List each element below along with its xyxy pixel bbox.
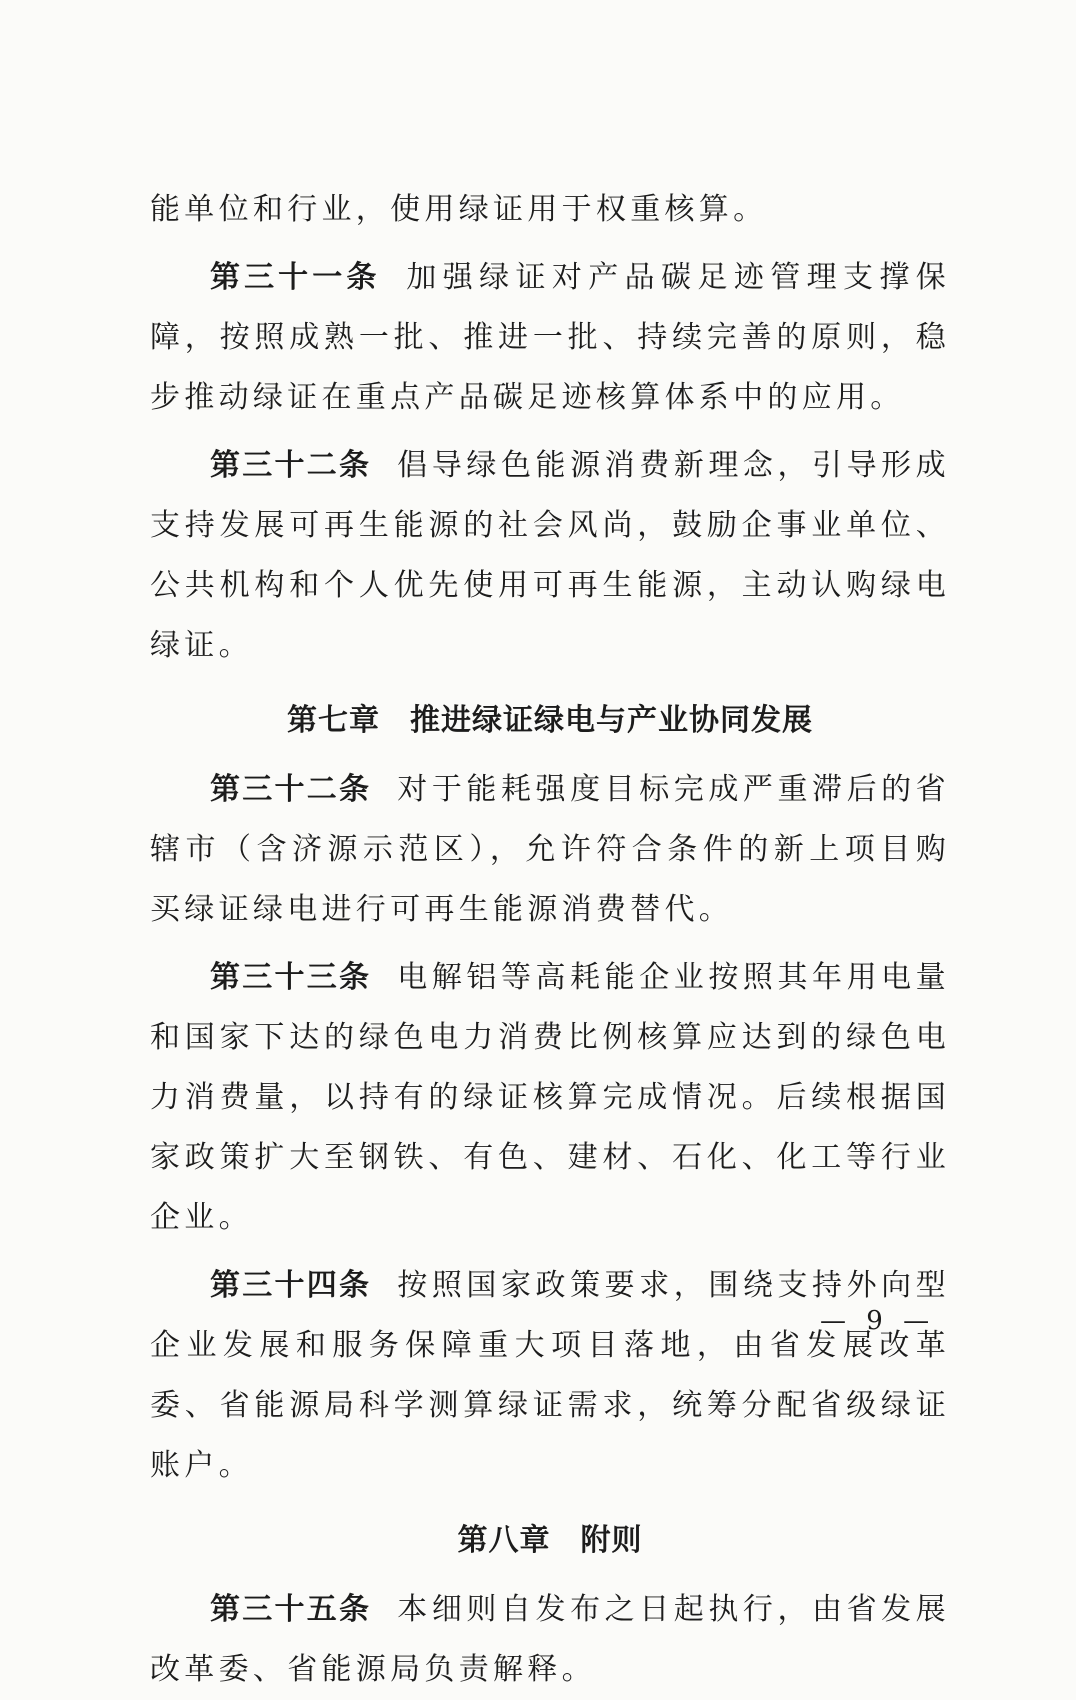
article-label: 第三十二条 — [210, 448, 372, 483]
article-label: 第三十一条 — [210, 260, 381, 295]
document-body — [150, 180, 950, 1700]
article-text: 加强绿证对产品碳足迹管理支撑保障，按照成熟一批、推进一批、持续完善的原则，稳步推动绿证在重点产品碳足迹核算体系中的应用。 — [150, 260, 951, 415]
article-text: 本细则自发布之日起执行，由省发展改革委、省能源局负责解释。 — [150, 1592, 950, 1687]
article-text: 电解铝等高耗能企业按照其年用电量和国家下达的绿色电力消费比例核算应达到的绿色电力消费量，以持有的绿证核算完成情况。后续根据国家政策扩大至钢铁、有色、建材、石化、化工等行业企业。 — [150, 960, 950, 1235]
paragraph-continuation: 能单位和行业，使用绿证用于权重核算。 — [150, 192, 768, 227]
chapter-number: 第七章 — [287, 703, 380, 738]
article-31 — [150, 248, 950, 428]
article-34 — [150, 1256, 950, 1496]
article-35 — [150, 1580, 950, 1700]
article-32-second — [150, 760, 950, 940]
article-33 — [150, 948, 950, 1248]
chapter-number: 第八章 — [457, 1523, 551, 1558]
article-text: 对于能耗强度目标完成严重滞后的省辖市（含济源示范区），允许符合条件的新上项目购买绿证绿电进行可再生能源消费替代。 — [150, 772, 950, 927]
article-label: 第三十二条 — [210, 772, 372, 807]
article-text: 按照国家政策要求，围绕支持外向型企业发展和服务保障重大项目落地，由省发展改革委、省能源局科学测算绿证需求，统筹分配省级绿证账户。 — [150, 1268, 950, 1483]
chapter-7-heading — [150, 696, 950, 746]
page-number: — 9 — — [820, 1306, 936, 1336]
chapter-title: 推进绿证绿电与产业协同发展 — [410, 703, 813, 738]
article-label: 第三十五条 — [210, 1592, 372, 1627]
chapter-8-heading — [150, 1516, 950, 1566]
chapter-title: 附则 — [580, 1523, 643, 1558]
article-label: 第三十三条 — [210, 960, 372, 995]
article-32-first — [150, 436, 950, 676]
article-text: 倡导绿色能源消费新理念，引导形成支持发展可再生能源的社会风尚，鼓励企事业单位、公共机构和个人优先使用可再生能源，主动认购绿电绿证。 — [150, 448, 950, 663]
article-label: 第三十四条 — [210, 1268, 372, 1303]
